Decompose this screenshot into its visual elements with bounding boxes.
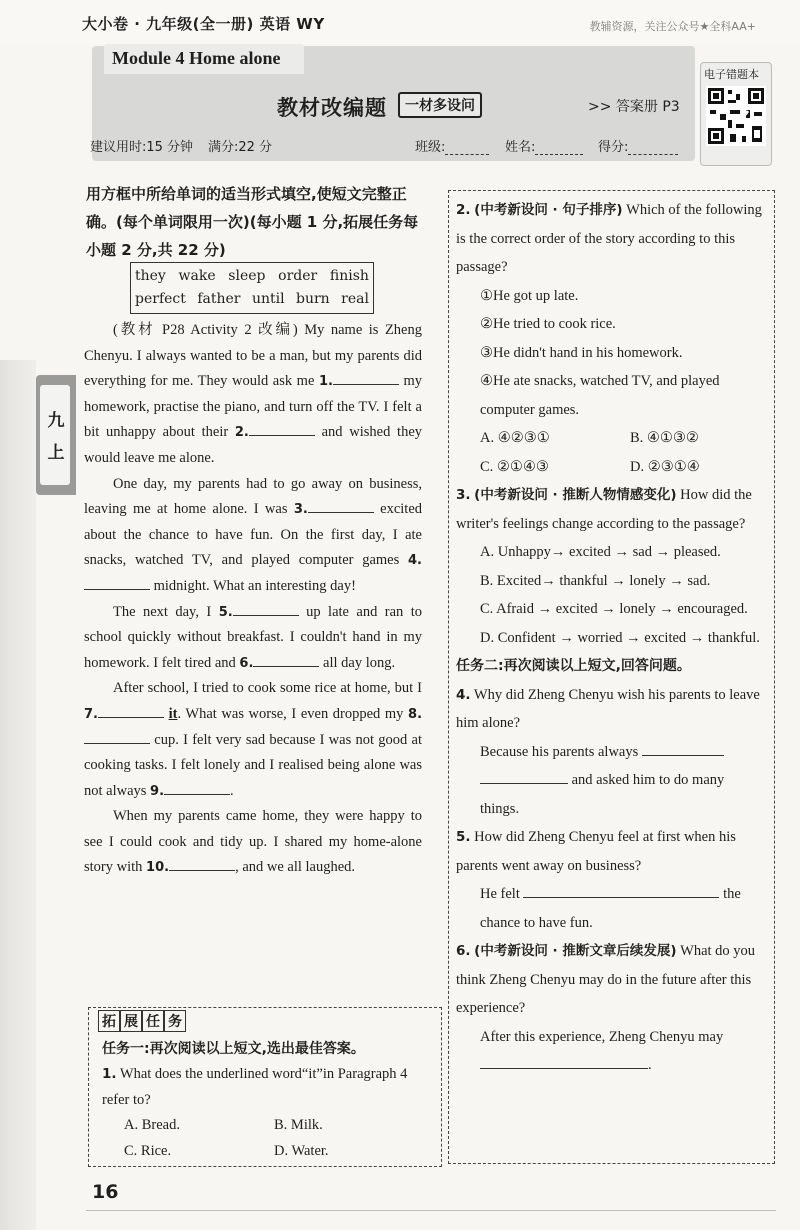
question-text: How did Zheng Chenyu feel at first when his parents went away on business? [456, 829, 736, 874]
passage-text: all day long. [323, 654, 396, 671]
qr-label: 电子错题本 [704, 68, 759, 81]
qr-code-icon[interactable] [706, 86, 766, 146]
sequence-item: ③He didn't hand in his homework. [480, 344, 683, 361]
blank-3[interactable] [308, 501, 374, 513]
paragraph-5 [84, 804, 422, 881]
question-3 [456, 481, 766, 538]
sequence-item: ④He ate snacks, watched TV, and played computer games. [480, 373, 720, 418]
passage-text: , and we all laughed. [235, 859, 356, 876]
question-text: How did the writer's feelings change according to the passage? [456, 487, 752, 532]
word-item: sleep [228, 268, 266, 284]
answer-prompt: He felt [480, 886, 520, 902]
word-item: order [278, 268, 318, 284]
blank-number: 6. [239, 655, 254, 671]
blank-number: 3. [293, 502, 308, 518]
blank-8[interactable] [84, 732, 150, 744]
question-text: What do you think Zheng Chenyu may do in the future after this experience? [456, 943, 756, 1016]
question-tag: (中考新设问 · 句子排序) [474, 202, 623, 218]
name-label: 姓名: [505, 140, 536, 155]
answer-prompt: and asked him to do many things. [480, 772, 725, 817]
word-item: real [341, 291, 369, 307]
word-box [130, 262, 374, 314]
passage [84, 318, 422, 881]
bottom-rule [86, 1210, 776, 1211]
question-text: Which of the following is the correct order of the story according to this passage? [456, 202, 762, 275]
option-a[interactable]: A. Unhappy→ excited → sad → pleased. [480, 544, 721, 560]
word-item: until [251, 291, 285, 307]
answer-prompt: Because his parents always [480, 743, 639, 760]
passage-text: up late and ran to school quickly without breakfast. I couldn't hand in my homework. I felt tired and [84, 603, 422, 671]
question-2 [456, 196, 766, 282]
blank-number: 8. [408, 706, 423, 722]
word-item: finish [329, 268, 369, 284]
paragraph-4 [84, 676, 422, 804]
question-number: 4. [456, 686, 471, 703]
question-tag: (中考新设问 · 推断文章后续发展) [474, 943, 677, 959]
option-c[interactable]: C. Afraid → excited → lonely → encouraged. [480, 601, 748, 617]
question-text: Why did Zheng Chenyu wish his parents to leave him alone? [456, 686, 760, 731]
answer-reference: >> 答案册 P3 [588, 99, 680, 115]
heading-char: 任 [142, 1010, 164, 1032]
option-b[interactable]: B. Milk. [274, 1117, 323, 1133]
option-d[interactable]: D. Confident → worried → excited → thankful. [480, 629, 760, 646]
sequence-item: ①He got up late. [480, 287, 579, 304]
suggested-time: 建议用时:15 分钟 [90, 140, 194, 155]
passage-text: . [230, 782, 234, 799]
task-one-title: 任务一:再次阅读以上短文,选出最佳答案。 [102, 1041, 365, 1057]
paragraph-1 [84, 318, 422, 472]
section-title: 教材改编题 [277, 96, 387, 120]
grade-tab-char: 上 [47, 443, 65, 463]
blank-number: 10. [146, 860, 170, 876]
word-item: wake [178, 268, 216, 284]
section-badge: 一材多设问 [398, 92, 482, 118]
passage-text: (教材 P28 Activity 2 改编) My name is Zheng Chenyu. I always wanted to be a man, but my parents did everything for me. They would ask me [84, 322, 422, 390]
passage-text: my homework, practise the piano, and turn off the TV. I felt a bit unhappy about their [84, 373, 423, 441]
question-1 [102, 1062, 412, 1164]
question-4 [456, 681, 766, 738]
score-field[interactable] [598, 136, 678, 155]
question-number: 6. [456, 943, 471, 959]
blank-number: 1. [318, 374, 333, 390]
option-a[interactable]: A. Bread. [124, 1117, 180, 1133]
blank-number: 2. [234, 425, 249, 441]
heading-char: 务 [164, 1010, 186, 1032]
passage-text: The next day, I [113, 603, 212, 620]
option-d[interactable]: D. Water. [274, 1142, 329, 1159]
heading-char: 拓 [98, 1010, 120, 1032]
question-tag: (中考新设问 · 推断人物情感变化) [474, 487, 677, 503]
answer-blank[interactable] [642, 744, 724, 756]
class-label: 班级: [415, 140, 446, 155]
blank-number: 7. [84, 706, 98, 722]
passage-text: excited about the chance to have fun. On the first day, I ate snacks, watched TV, and played computer games [84, 501, 423, 569]
right-column [456, 196, 766, 1080]
blank-1[interactable] [333, 373, 399, 385]
task-two-title: 任务二:再次阅读以上短文,回答问题。 [456, 658, 691, 674]
passage-text: and wished they would leave me alone. [84, 424, 423, 466]
question-2-options [456, 424, 766, 481]
word-row [135, 265, 369, 288]
score-blank [628, 143, 678, 155]
question-1-stem [102, 1062, 412, 1113]
option-b[interactable]: B. ④①③② [630, 430, 699, 446]
blank-9[interactable] [164, 783, 230, 795]
passage-text: midnight. What an interesting day! [153, 577, 356, 594]
passage-text: . What was worse, I even dropped my [177, 705, 404, 722]
passage-text: After school, I tried to cook some rice at home, but I [113, 680, 422, 697]
passage-text: cup. I felt very sad because I was not good at cooking tasks. I felt lonely and I realised being alone was not always [84, 731, 423, 799]
question-number: 5. [456, 829, 471, 845]
module-title: Module 4 Home alone [112, 48, 281, 68]
question-6 [456, 937, 766, 1023]
book-series-title: 大小卷 · 九年级(全一册) 英语 WY [82, 15, 325, 33]
blank-6[interactable] [253, 655, 319, 667]
score-label: 得分: [598, 140, 629, 155]
name-blank [535, 143, 583, 155]
question-4-answer [456, 738, 766, 824]
answer-blank[interactable] [480, 1057, 648, 1069]
underlined-word-it: it [168, 705, 178, 722]
word-item: burn [296, 291, 330, 307]
option-b[interactable]: B. Excited→ thankful → lonely → sad. [480, 572, 711, 589]
question-1-options [102, 1113, 412, 1164]
grade-tab-char: 九 [47, 411, 65, 431]
name-field[interactable] [505, 136, 583, 155]
answer-prompt: After this experience, Zheng Chenyu may [480, 1028, 724, 1045]
blank-10[interactable] [169, 859, 235, 871]
question-number: 3. [456, 487, 471, 503]
word-item: perfect [135, 291, 186, 307]
question-6-answer: After this experience, Zheng Chenyu may . [480, 1028, 724, 1073]
promo-text: 教辅资源，关注公众号★全科AA+ [589, 20, 756, 33]
paragraph-2 [84, 472, 422, 600]
option-a[interactable]: A. ④②③① [480, 430, 550, 446]
answer-blank[interactable] [480, 772, 568, 784]
sequence-item: ②He tried to cook rice. [480, 316, 616, 332]
word-row [135, 288, 369, 311]
grade-tab-label [47, 405, 65, 469]
option-d[interactable]: D. ②③①④ [630, 458, 700, 475]
passage-text: One day, my parents had to go away on business, leaving me at home alone. I was [84, 475, 422, 518]
question-number: 2. [456, 202, 471, 218]
answer-prompt: the chance to have fun. [480, 886, 741, 931]
blank-2[interactable] [249, 424, 315, 436]
question-5-answer [456, 880, 766, 937]
question-text: What does the underlined word“it”in Paragraph 4 refer to? [102, 1066, 408, 1108]
paragraph-3 [84, 600, 422, 677]
binding-gutter [0, 360, 36, 1230]
heading-char: 展 [120, 1010, 142, 1032]
blank-number: 9. [150, 783, 165, 799]
page-number: 16 [92, 1181, 119, 1203]
option-c[interactable]: C. Rice. [124, 1142, 172, 1159]
class-field[interactable] [415, 136, 489, 155]
extended-task-heading [98, 1010, 186, 1032]
blank-number: 5. [218, 604, 233, 620]
word-item: they [135, 268, 166, 284]
class-blank [445, 143, 489, 155]
blank-number: 4. [408, 553, 422, 569]
blank-4[interactable] [84, 578, 150, 590]
passage-text: When my parents came home, they were happy to see I could cook and tidy up. I shared my home-alone story with [84, 808, 422, 876]
question-5 [456, 823, 766, 880]
blank-7[interactable] [98, 706, 164, 718]
word-item: father [197, 291, 241, 307]
question-number: 1. [102, 1066, 117, 1082]
full-score: 满分:22 分 [208, 140, 273, 155]
instructions: 用方框中所给单词的适当形式填空,使短文完整正确。(每个单词限用一次)(每小题 1 分,拓展任务每小题 2 分,共 22 分) [86, 185, 419, 259]
answer-blank[interactable] [523, 886, 719, 898]
option-c[interactable]: C. ②①④③ [480, 458, 549, 475]
blank-5[interactable] [233, 604, 299, 616]
